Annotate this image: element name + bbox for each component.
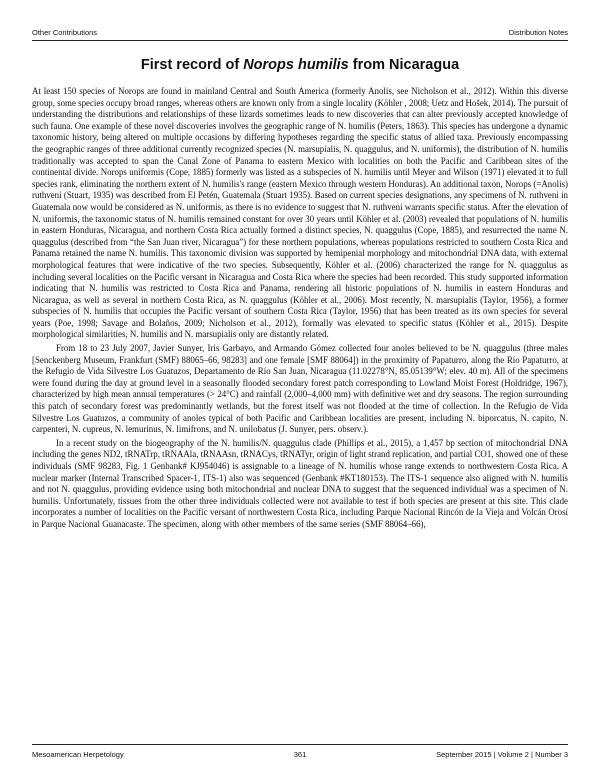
paragraph-2: From 18 to 23 July 2007, Javier Sunyer, Iris Garbayo, and Armando Gómez collected four anoles believed to be N. quaggulus (three males [Senckenberg Museum, Frankfurt (SMF) 88065–66, 98283] and one female [SMF 88064]) in the proximity of Papaturro, along the Río Papaturro, at the Refugio de Vida Silvestre Los Guatuzos, Departamento de Río San Juan, Nicaragua (11.02278°N, 85.05139°W; elev. 40 m). All of the specimens were found during the day at ground level in a seasonally flooded secondary forest patch corresponding to Lowland Moist Forest (Holdridge, 1967), characterized by high mean annual temperatures (> 24°C) and rainfall (2,000–4,000 mm) with definitive wet and dry seasons. The region surrounding this patch of secondary forest was predominantly wetlands, but the forest itself was not flooded at the time of collection. In the Refugio de Vida Silvestre Los Guatuzos, a community of anoles typical of both Pacific and Caribbean localities are present, including N. biporcatus, N. capito, N. carpenteri, N. cupreus, N. lemurinus, N. limifrons, and N. unilobatus (J. Sunyer, pers. observ.). [32,343,568,435]
section-type-label: Distribution Notes [508,28,568,37]
title-species: Norops humilis [243,57,349,73]
section-label: Other Contributions [32,28,98,37]
paragraph-1: At least 150 species of Norops are found in mainland Central and South America (formerly Anolis, see Nicholson et al., 2012). Within this diverse group, some species occupy broad ranges, whereas others are known only from a single locality (Köhler , 2008; Uetz and Hošek, 2014). The pursuit of understanding the distributions and relationships of these lizards sometimes leads to new discoveries that can alter previously accepted knowledge of such fauna. One example of these novel discoveries involves the geographic range of N. humilis (Peters, 1863). This species has undergone a dynamic taxonomic history, being altered on multiple occasions by differing hypotheses regarding the specific status of allied taxa. Previously encompassing the geographic ranges of three additional currently recognized species (N. marsupialis, N. quaggulus, and N. uniformis), the distribution of N. humilis traditionally was accepted to span the Canal Zone of Panama to eastern Mexico with localities on both the Pacific and Caribbean sites of the continental divide. Norops uniformis (Cope, 1885) formerly was listed as a subspecies of N. humilis until Meyer and Wilson (1971) elevated it to full species rank, eliminating the northern extent of N. humilis's range (eastern Mexico through western Honduras). An additional taxon, Norops (=Anolis) ruthveni (Stuart, 1935) was described from El Petén, Guatemala (Stuart 1935). Based on current species designations, any specimens of N. ruthveni in Guatemala now would be considered as N. uniformis, as there is no evidence to suggest that N. ruthveni warrants specific status. After the elevation of N. uniformis, the taxonomic status of N. humilis remained constant for over 30 years until Köhler et al. (2003) revealed that populations of N. humilis in eastern Honduras, Nicaragua, and northern Costa Rica actually formed a distinct species, N. quaggulus (Cope, 1885), and resurrected the name N. quaggulus (described from “the San Juan river, Nicaragua”) for these northern populations, whereas populations restricted to southern Costa Rica and Panama retained the name N. humilis. This taxonomic division was supported by hemipenial morphology and mitochondrial DNA data, with external morphological features that were indicative of the two species. Subsequently, Köhler et al. (2006) characterized the range for N. quaggulus as including several localities on the Pacific versant in Nicaragua and Costa Rica where the species had been recorded. This study supported information indicating that N. humilis was restricted to Costa Rica and Panama, rendering all historic populations of N. humilis in eastern Honduras and Nicaragua, as well as several in northern Costa Rica, as N. quaggulus (Köhler et al., 2006). Most recently, N. marsupialis (Taylor, 1956), a former subspecies of N. humilis that occupies the Pacific versant of southern Costa Rica (Taylor, 1956) that has been treated as its own species for several years (Poe, 1998; Savage and Bolaños, 2009; Nicholson et al., 2012), formally was elevated to specific status (Köhler et al., 2015). Despite morphological similarities, N. humilis and N. marsupialis only are distantly related. [32,86,568,340]
paragraph-3: In a recent study on the biogeography of the N. humilis/N. quaggulus clade (Phillips et al., 2015), a 1,457 bp section of mitochondrial DNA including the genes ND2, tRNATrp, tRNAAla, tRNAAsn, tRNACys, tRNATyr, origin of light strand replication, and partial CO1, showed one of these individuals (SMF 98283, Fig. 1 Genbank# KJ954046) is assignable to a lineage of N. humilis whose range extends to northwestern Costa Rica. A nuclear marker (Internal Transcribed Spacer-1, ITS-1) also was sequenced (Genbank #KT180153). The ITS-1 sequence also aligned with N. humilis and not N. quaggulus, providing evidence using both mitochondrial and nuclear DNA to suggest that the sequenced individual was a specimen of N. humilis. Unfortunately, tissues from the other three individuals collected were not available to test if both species are present at this site. This clade incorporates a number of localities on the Pacific versant of northwestern Costa Rica, including Parque Nacional Rincón de la Vieja and Volcán Orosí in Parque Nacional Guanacaste. The specimen, along with other members of the same series (SMF 88064–66), [32,437,568,529]
title-prefix: First record of [140,57,244,73]
article-title [32,57,568,73]
article-body [32,86,568,531]
journal-name: Mesoamerican Herpetology [32,750,124,759]
header-rule [32,40,568,41]
page-number: 361 [293,750,307,759]
title-suffix: from Nicaragua [348,57,460,73]
footer-rule [32,744,568,745]
issue-info: September 2015 | Volume 2 | Number 3 [436,750,568,759]
